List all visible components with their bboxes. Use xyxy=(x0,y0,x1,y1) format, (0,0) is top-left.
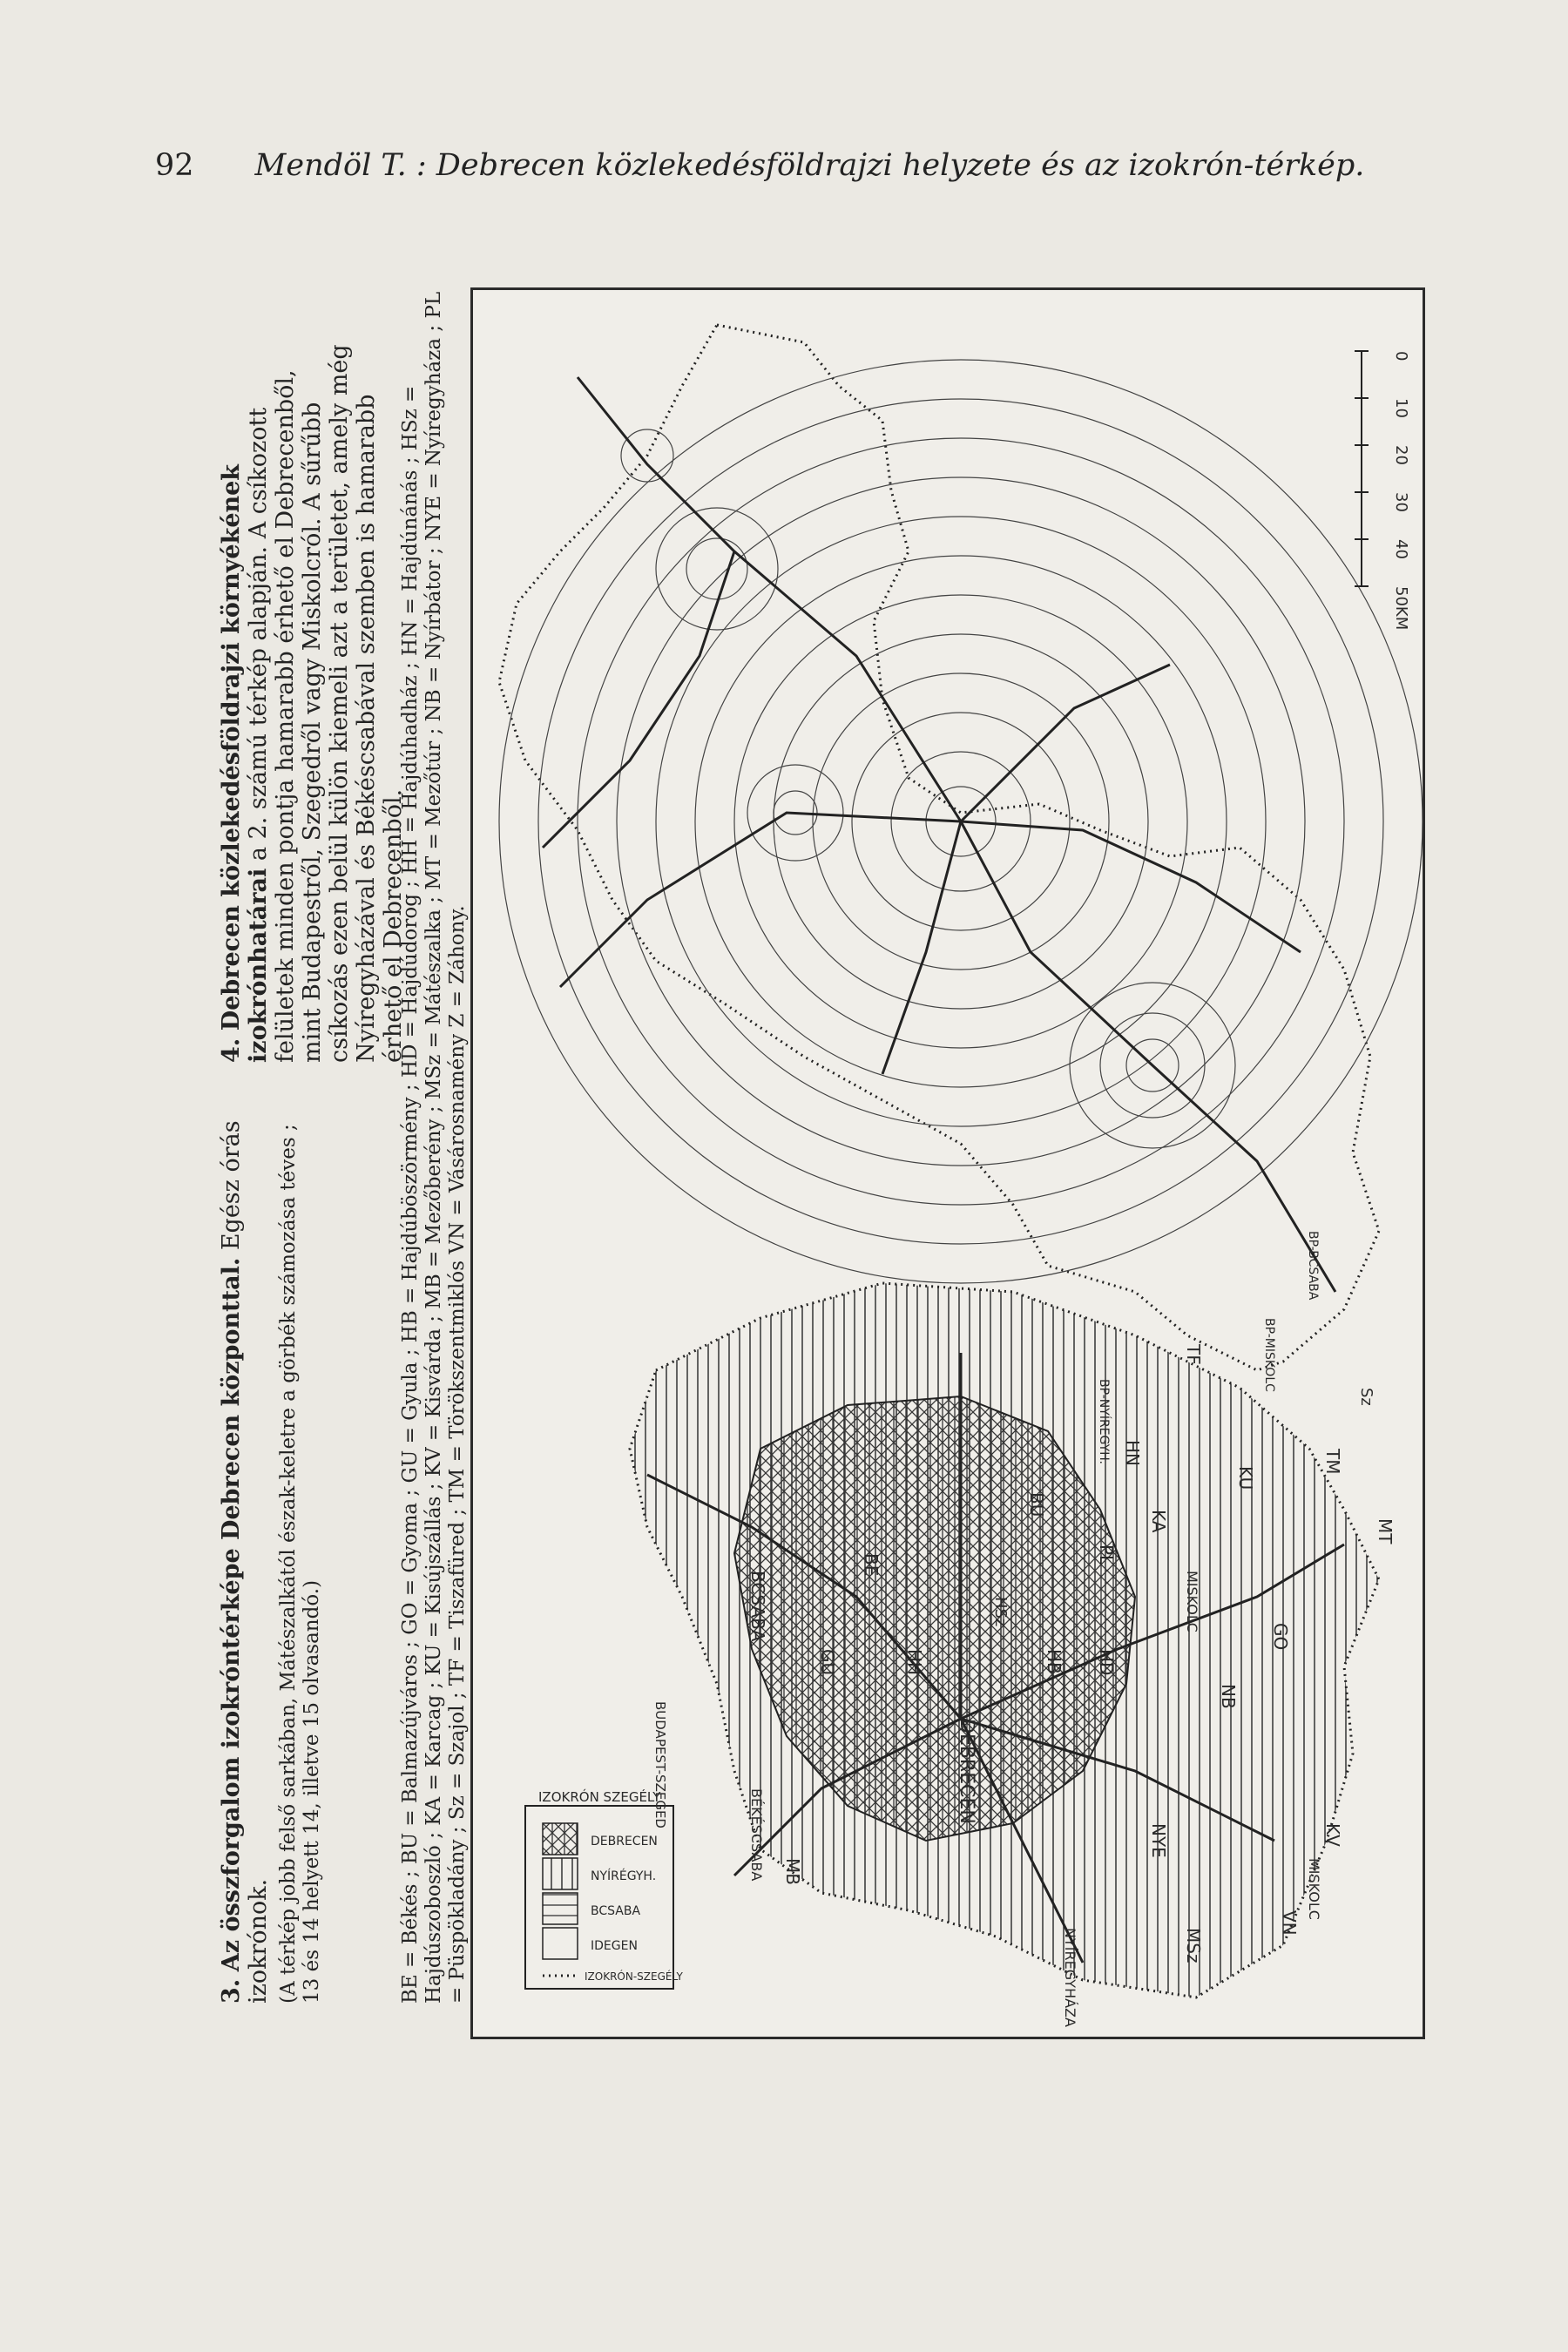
label-miskolc: MISKOLC xyxy=(1184,1571,1200,1632)
figure3-region-outline xyxy=(499,325,1379,1370)
label-hd: HD xyxy=(1096,1649,1117,1676)
scale-tick-50km: 50KM xyxy=(1392,586,1410,631)
scale-tick-10: 10 xyxy=(1392,398,1410,418)
label-ka: KA xyxy=(1148,1510,1169,1533)
figure3-note: (A térkép jobb felső sarkában, Mátészalkától észak-keletre a görbék számozása téves ; 13 és 14 helyett 14, illetve 15 olvasandó.) xyxy=(277,1124,323,2004)
figure4-map xyxy=(525,1231,1396,2027)
running-header xyxy=(155,148,1427,183)
figure3-title: Az összforgalom izokróntérképe Debrecen központtal. xyxy=(218,1257,245,1972)
label-mt: MT xyxy=(1375,1518,1396,1544)
label-budapest-szeged: BUDAPEST-SZEGED xyxy=(652,1701,668,1828)
isochrone-maps xyxy=(473,290,1423,2037)
label-ku: KU xyxy=(1235,1466,1256,1490)
label-tm: TM xyxy=(1322,1449,1343,1475)
label-bekescsaba: BÉKÉSCSABA xyxy=(748,1788,765,1882)
label-hn: HN xyxy=(1122,1440,1143,1466)
roads-railways xyxy=(543,377,1335,1292)
scale-bar xyxy=(1355,351,1410,630)
label-bp-bcsaba: BP-BCSABA xyxy=(1306,1231,1320,1301)
label-sz: Sz xyxy=(1357,1388,1375,1406)
scale-tick-20: 20 xyxy=(1392,445,1410,465)
captions-rotated xyxy=(218,287,479,2004)
legend-izokron-szegely: IZOKRÓN-SZEGÉLY xyxy=(585,1970,683,1983)
label-msz: MSz xyxy=(1183,1928,1204,1963)
label-bcsaba: BCSABA xyxy=(747,1571,768,1642)
label-pl: PL xyxy=(1096,1544,1117,1565)
label-mb: MB xyxy=(782,1858,803,1885)
label-bp-miskolc: BP-MISKOLC xyxy=(1262,1318,1276,1392)
label-hb: HB xyxy=(1044,1649,1064,1674)
legend-nyiregyh: NYÍRÉGYH. xyxy=(591,1869,657,1883)
figure4-text: a 2. számú térkép alapján. A csíkozott felületek minden pontja hamarabb érhető el Debrecenből, mint Budapestről, Szegedről vagy Miskolcról. A sűrűbb csíkozás ezen belül külön kiemeli azt a területet, amely még Nyíregyházával és Békéscsabával szemben is hamarabb érhető el Debrecenből. xyxy=(245,344,407,1063)
scale-tick-0: 0 xyxy=(1392,351,1410,362)
label-nb: NB xyxy=(1218,1684,1239,1709)
legend-idegen: IDEGEN xyxy=(591,1939,638,1953)
label-hsz: HSz xyxy=(991,1597,1010,1627)
running-title: Mendöl T. : Debrecen közlekedésföldrajzi helyzete és az izokrón-térkép. xyxy=(254,148,1365,183)
page-number: 92 xyxy=(155,148,194,183)
label-nye: NYE xyxy=(1148,1823,1169,1858)
label-miskolc-2: MISKOLC xyxy=(1306,1858,1322,1920)
figure3-number: 3. xyxy=(218,1978,245,2004)
figure4-title: Debrecen közlekedésföldrajzi környékének izokrónhatárai xyxy=(218,463,272,1063)
label-tf: TF xyxy=(1183,1344,1204,1365)
legend-bcsaba: BCSABA xyxy=(591,1904,641,1918)
legend-debrecen: DEBRECEN xyxy=(591,1835,658,1848)
label-gu: GU xyxy=(817,1649,838,1676)
map-frame xyxy=(470,287,1425,2039)
figure3-caption xyxy=(218,1115,324,2004)
figure4-caption xyxy=(218,314,407,1063)
label-bu: BU xyxy=(1026,1492,1047,1517)
figure4-number: 4. xyxy=(218,1037,245,1063)
label-go: GO xyxy=(1270,1623,1291,1651)
scale-tick-40: 40 xyxy=(1392,539,1410,559)
label-nyiregyhaza: NYÍREGYHÁZA xyxy=(1062,1928,1078,2027)
figure3-map xyxy=(499,325,1423,1370)
abbreviations-list: BE = Békés ; BU = Balmazújváros ; GO = Gyoma ; GU = Gyula ; HB = Hajdúböszörmény ; HD = Hajdúdorog ; HH = Hajdúhadház ; HN = Hajdúnánás ; HSz = Hajdúszoboszló ; KA = Karcag ; KU = Kisújszállás ; KV = Kisvárda ; MB = Mezőberény ; MSz = Mátészalka ; MT = Mezőtúr ; NB = Nyírbátor ; NYE = Nyíregyháza ; PL = Püspökladány ; Sz = Szajol ; TF = Tiszafüred ; TM = Törökszentmiklós VN = Vásárosnamény Z = Záhony. xyxy=(399,291,469,2004)
label-be: BE xyxy=(861,1553,882,1577)
label-debrecen: DEBRECEN xyxy=(956,1719,977,1824)
label-hh: HH xyxy=(904,1649,925,1676)
label-vn: VN xyxy=(1279,1910,1300,1936)
label-kv: KV xyxy=(1322,1823,1343,1847)
figure3-subtitle: Egész órás izokrónok. xyxy=(218,1120,272,2004)
legend-title: IZOKRÓN SZEGÉLY xyxy=(538,1789,661,1805)
label-bp-nyiregyh: BP-NYÍREGYH. xyxy=(1097,1379,1111,1464)
scale-tick-30: 30 xyxy=(1392,492,1410,512)
